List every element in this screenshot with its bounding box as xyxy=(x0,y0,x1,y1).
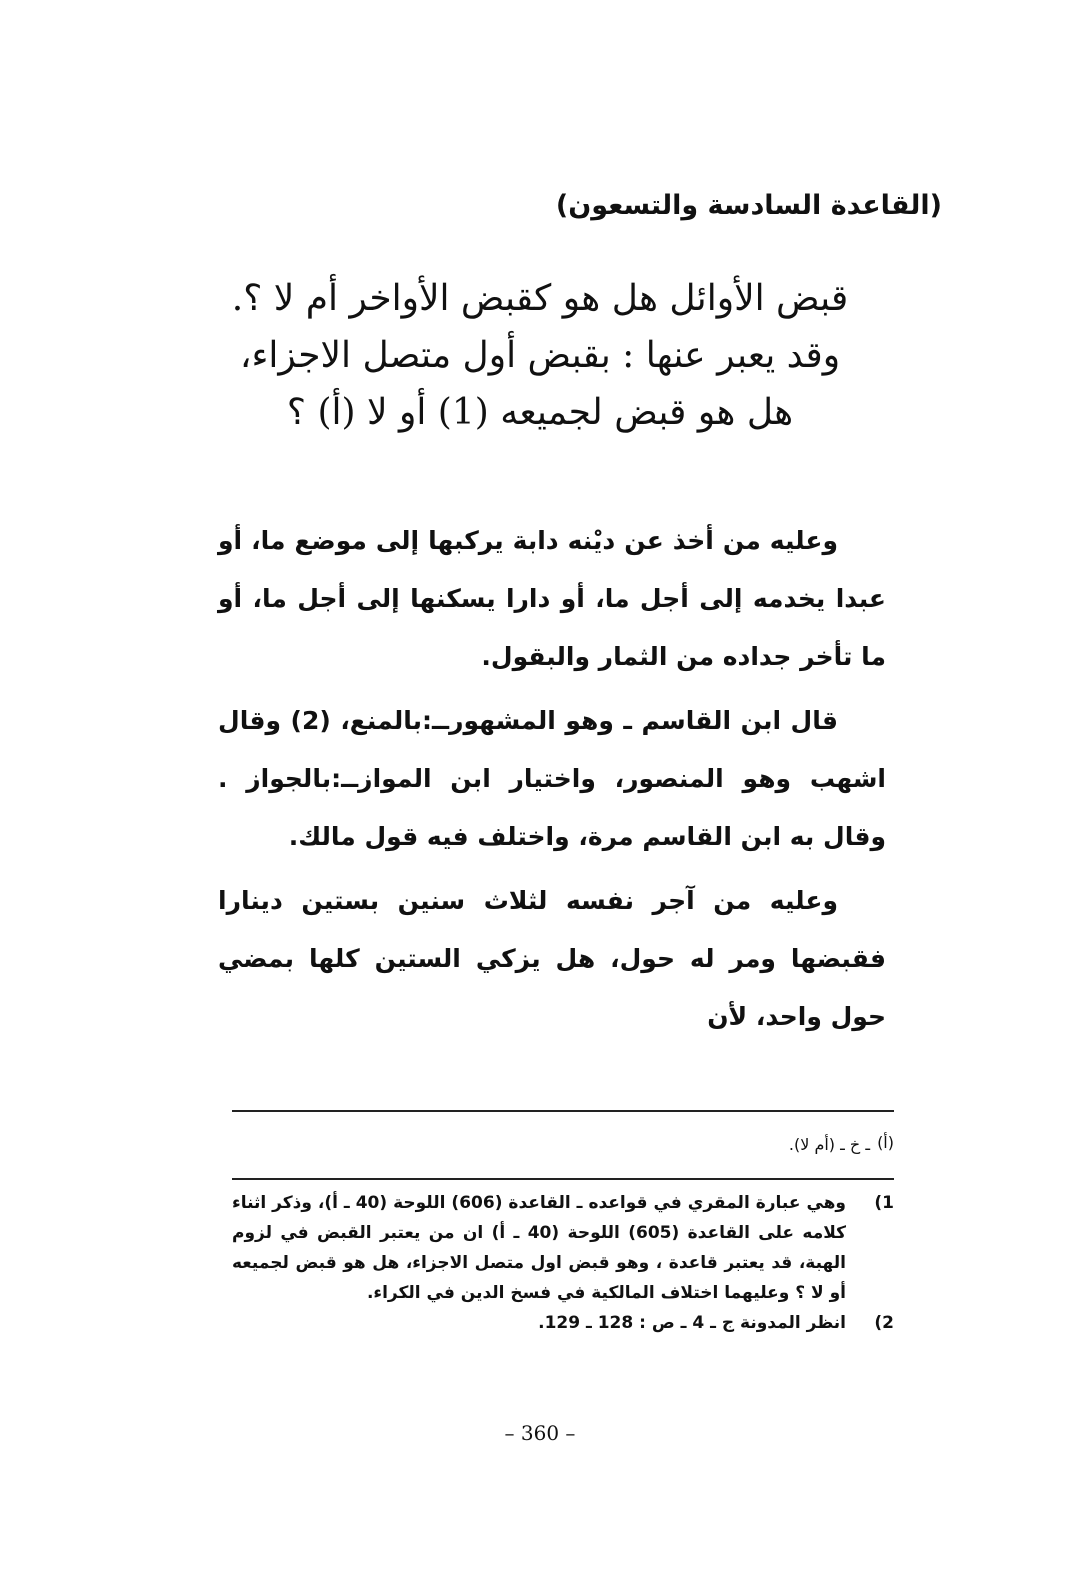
footnotes xyxy=(232,1188,894,1338)
title-line: وقد يعبر عنها : بقبض أول متصل الاجزاء، xyxy=(239,335,841,376)
variant-note: ـ خ ـ (أم لا). xyxy=(788,1135,870,1154)
rule-heading: (القاعدة السادسة والتسعون) xyxy=(555,190,942,221)
title-line: هل هو قبض لجميعه (1) أو لا (أ) ؟ xyxy=(286,392,794,433)
paragraph: قال ابن القاسم ـ وهو المشهورــ:بالمنع، (2) وقال اشهب وهو المنصور، واختيار ابن الموازــ:بالجواز . وقال به ابن القاسم مرة، واختلف فيه قول مالك. xyxy=(218,706,886,851)
title-line: قبض الأوائل هل هو كقبض الأواخر أم لا ؟. xyxy=(231,278,849,319)
body-text xyxy=(218,512,886,1052)
paragraph: وعليه من آجر نفسه لثلاث سنين بستين دينارا فقبضها ومر له حول، هل يزكي الستين كلها بمضي حول واحد، لأن xyxy=(218,886,886,1031)
page-number: – 360 – xyxy=(504,1421,576,1445)
footnote-text: وهي عبارة المقري في قواعده ـ القاعدة (606) اللوحة (40 ـ أ)، وذكر اثناء كلامه على القاعدة (605) اللوحة (40 ـ أ) ان من يعتبر القبض في لزوم الهبة، قد يعتبر قاعدة ، وهو قبض اول متصل الاجزاء، هل هو قبض لجميعه أو لا ؟ وعليهما اختلاف المالكية في فسخ الدين في الكراء. xyxy=(232,1193,847,1303)
separator-line xyxy=(232,1178,894,1180)
footnote-text: انظر المدونة ج ـ 4 ـ ص : 128 ـ 129. xyxy=(538,1313,846,1333)
rule-title xyxy=(220,270,860,441)
footnote-number: 1) xyxy=(874,1193,894,1213)
footnote xyxy=(232,1188,894,1308)
footnote xyxy=(232,1308,894,1338)
variant-note-marker: (أ) xyxy=(877,1133,894,1152)
paragraph: وعليه من أخذ عن ديْنه دابة يركبها إلى موضع ما، أو عبدا يخدمه إلى أجل ما، أو دارا يسكنها إلى أجل ما، أو ما تأخر جداده من الثمار والبقول. xyxy=(218,526,886,671)
footnote-number: 2) xyxy=(874,1313,894,1333)
separator-line xyxy=(232,1110,894,1112)
